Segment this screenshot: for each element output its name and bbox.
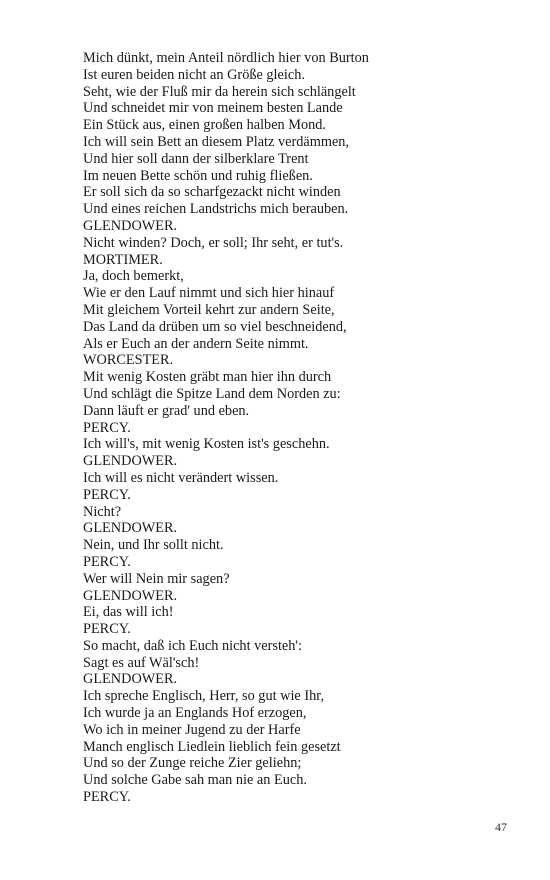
verse-line: Nein, und Ihr sollt nicht. — [83, 537, 224, 554]
verse-line: Ei, das will ich! — [83, 604, 174, 621]
speaker-name: PERCY. — [83, 486, 131, 503]
verse-line: Das Land da drüben um so viel beschneidend, — [83, 318, 347, 335]
verse-line: Wer will Nein mir sagen? — [83, 570, 230, 587]
verse-line: Und so der Zunge reiche Zier geliehn; — [83, 755, 302, 772]
play-text — [83, 50, 523, 806]
speaker-name: WORCESTER. — [83, 352, 174, 369]
verse-line: Ja, doch bemerkt, — [83, 268, 184, 285]
verse-line: Ich will's, mit wenig Kosten ist's geschehn. — [83, 436, 330, 453]
speaker-name: MORTIMER. — [83, 251, 163, 268]
verse-line: Und schneidet mir von meinem besten Lande — [83, 100, 343, 117]
speaker-name: PERCY. — [83, 419, 131, 436]
verse-line: Ich spreche Englisch, Herr, so gut wie Ihr, — [83, 688, 325, 705]
verse-line: Im neuen Bette schön und ruhig fließen. — [83, 167, 313, 184]
verse-line: Wo ich in meiner Jugend zu der Harfe — [83, 721, 301, 738]
verse-line: Und hier soll dann der silberklare Trent — [83, 150, 309, 167]
verse-line: Und eines reichen Landstrichs mich berauben. — [83, 201, 349, 218]
speaker-name: PERCY. — [83, 553, 131, 570]
verse-line: Und solche Gabe sah man nie an Euch. — [83, 772, 307, 789]
speaker-name: GLENDOWER. — [83, 671, 178, 688]
verse-line: Mit gleichem Vorteil kehrt zur andern Seite, — [83, 301, 335, 318]
verse-line: Manch englisch Liedlein lieblich fein gesetzt — [83, 738, 341, 755]
verse-line: Nicht winden? Doch, er soll; Ihr seht, er tut's. — [83, 234, 344, 251]
verse-line: Und schlägt die Spitze Land dem Norden zu: — [83, 385, 341, 402]
verse-line: Ist euren beiden nicht an Größe gleich. — [83, 66, 305, 83]
verse-line: Seht, wie der Fluß mir da herein sich schlängelt — [83, 83, 356, 100]
speaker-name: GLENDOWER. — [83, 453, 178, 470]
verse-line: Als er Euch an der andern Seite nimmt. — [83, 335, 309, 352]
speaker-name: GLENDOWER. — [83, 520, 178, 537]
speaker-name: GLENDOWER. — [83, 587, 178, 604]
verse-line: Mich dünkt, mein Anteil nördlich hier von Burton — [83, 50, 369, 66]
page-number: 47 — [495, 820, 507, 834]
verse-line: Nicht? — [83, 503, 122, 520]
verse-line: Ich wurde ja an Englands Hof erzogen, — [83, 705, 307, 722]
verse-line: Sagt es auf Wäl'sch! — [83, 654, 200, 671]
speaker-name: PERCY. — [83, 789, 131, 806]
verse-line: Ich will sein Bett an diesem Platz verdämmen, — [83, 133, 350, 150]
verse-line: Ein Stück aus, einen großen halben Mond. — [83, 117, 326, 134]
speaker-name: GLENDOWER. — [83, 217, 178, 234]
verse-line: So macht, daß ich Euch nicht versteh': — [83, 637, 302, 654]
verse-line: Mit wenig Kosten gräbt man hier ihn durch — [83, 369, 332, 386]
verse-line: Er soll sich da so scharfgezackt nicht winden — [83, 184, 341, 201]
verse-line: Ich will es nicht verändert wissen. — [83, 469, 279, 486]
verse-line: Dann läuft er grad' und eben. — [83, 402, 250, 419]
speaker-name: PERCY. — [83, 621, 131, 638]
verse-line: Wie er den Lauf nimmt und sich hier hinauf — [83, 285, 335, 302]
